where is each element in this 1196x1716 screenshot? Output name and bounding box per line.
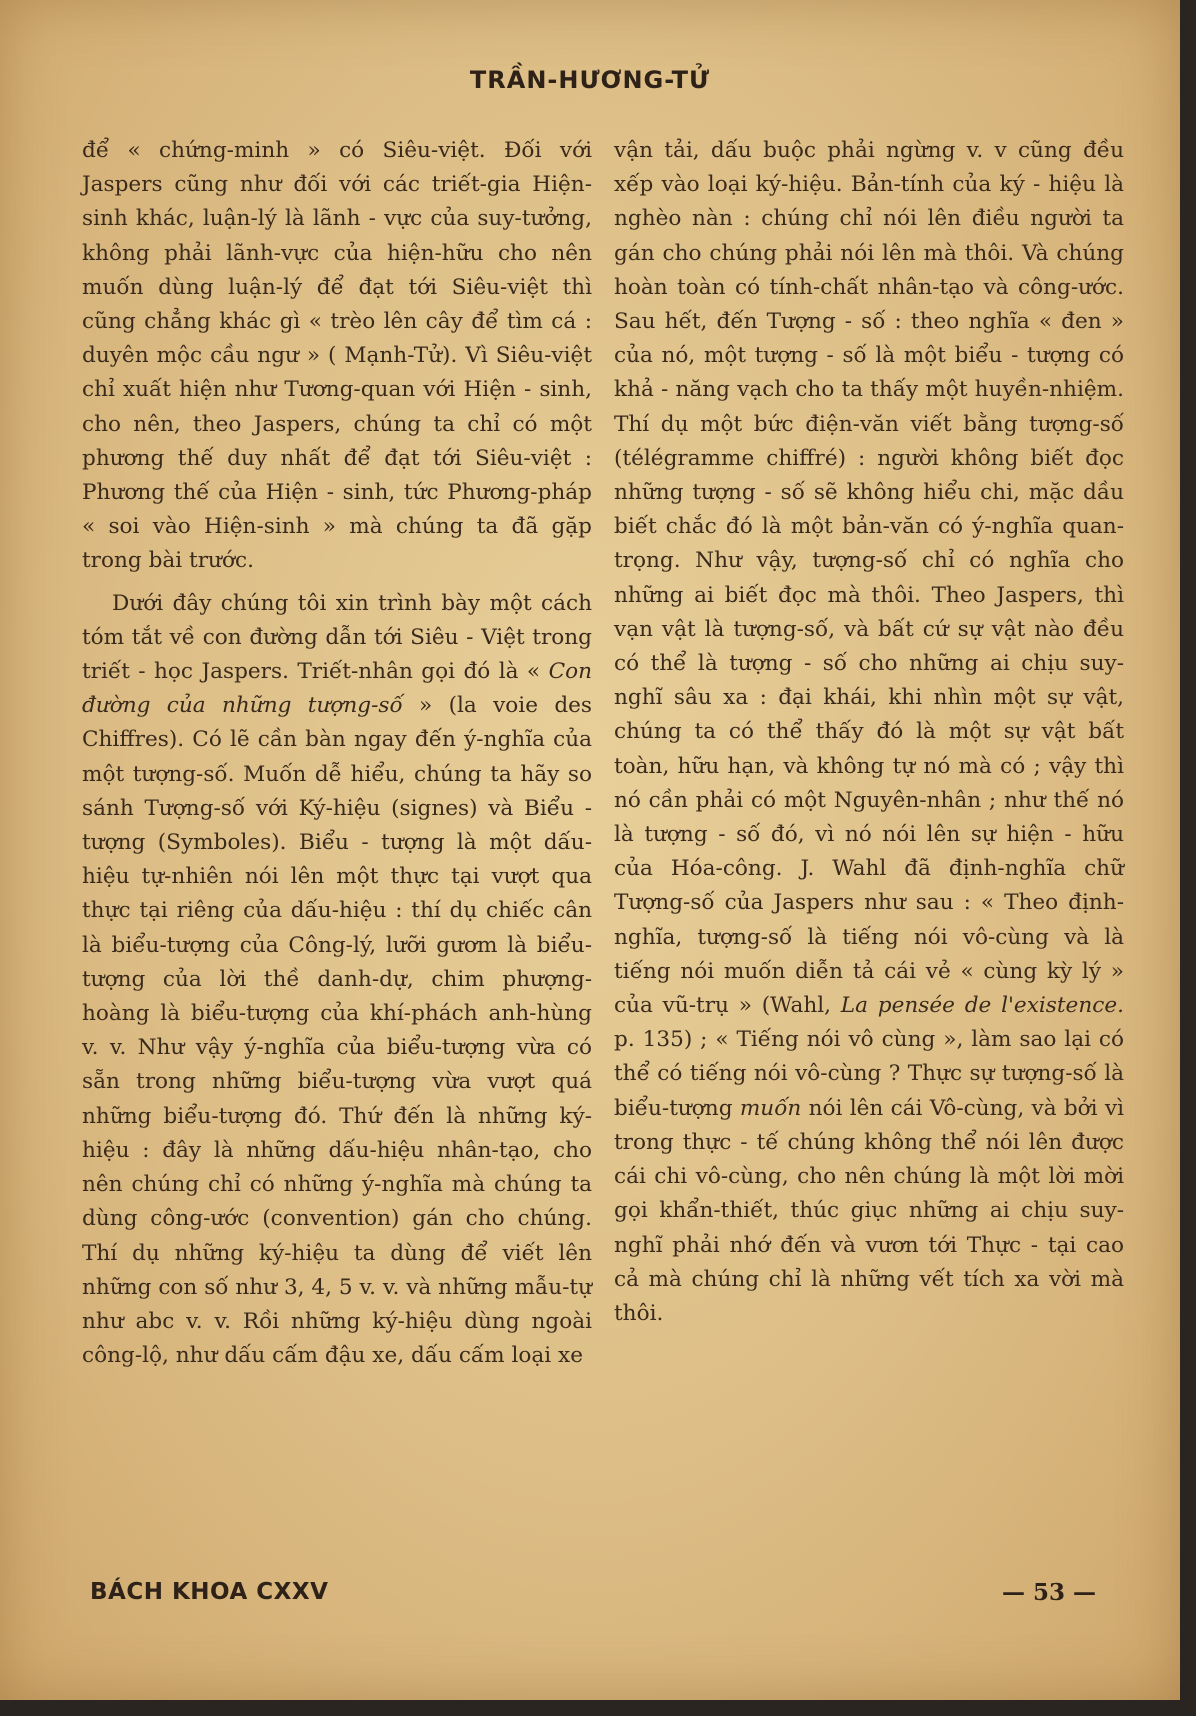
journal-footer: BÁCH KHOA CXXV <box>90 1579 329 1605</box>
italic-word-muon: muốn <box>739 1095 802 1121</box>
left-paragraph-2-rest: » (la voie des Chiffres). Có lẽ cần bàn ngay đến ý-nghĩa của một tượng-số. Muốn dễ hiểu, chúng ta hãy so sánh Tượng-số với Ký-hiệu (signes) và Biểu - tượng (Symboles). Biểu - tượng là một dấu-hiệu tự-nhiên nói lên một thực tại vượt qua thực tại riêng của dấu-hiệu : thí dụ chiếc cân là biểu-tượng của Công-lý, lưỡi gươm là biểu-tượng của lời thề danh-dự, chim phượng-hoàng là biểu-tượng của khí-phách anh-hùng v. v. Như vậy ý-nghĩa của biểu-tượng vừa có sẵn trong những biểu-tượng vừa vượt quá những biểu-tượng đó. Thứ đến là những ký-hiệu : đây là những dấu-hiệu nhân-tạo, cho nên chúng chỉ có những ý-nghĩa mà chúng ta dùng công-ước (convention) gán cho chúng. Thí dụ những ký-hiệu ta dùng để viết lên những con số như 3, 4, 5 v. v. và những mẫu-tự như abc v. v. Rồi những ký-hiệu dùng ngoài công-lộ, như dấu cấm đậu xe, dấu cấm loại xe <box>82 693 593 1369</box>
right-paragraph-1-end: nói lên cái Vô-cùng, và bởi vì trong thực - tế chúng không thể nói lên được cái chi vô-cùng, cho nên chúng là một lời mời gọi khẩn-thiết, thúc giục những ai chịu suy-nghĩ phải nhớ đến và vươn tới Thực - tại cao cả mà chúng chỉ là những vết tích xa vời mà thôi. <box>614 1095 1124 1326</box>
italic-book-title: La pensée de l'existence. <box>840 993 1124 1019</box>
right-column <box>614 134 1124 1331</box>
right-paragraph-1 <box>614 134 1124 1331</box>
left-paragraph-2 <box>82 587 592 1374</box>
left-paragraph-1: để « chứng-minh » có Siêu-việt. Đối với Jaspers cũng như đối với các triết-gia Hiện-sinh khác, luận-lý là lãnh - vực của suy-tưởng, không phải lãnh-vực của hiện-hữu cho nên muốn dùng luận-lý để đạt tới Siêu-việt thì cũng chẳng khác gì « trèo lên cây để tìm cá : duyên mộc cầu ngư » ( Mạnh-Tử). Vì Siêu-việt chỉ xuất hiện như Tương-quan với Hiện - sinh, cho nên, theo Jaspers, chúng ta chỉ có một phương thế duy nhất để đạt tới Siêu-việt : Phương thế của Hiện - sinh, tức Phương-pháp « soi vào Hiện-sinh » mà chúng ta đã gặp trong bài trước. <box>82 138 592 574</box>
left-paragraph-2-start: Dưới đây chúng tôi xin trình bày một cách tóm tắt về con đường dẫn tới Siêu - Việt trong triết - học Jaspers. Triết-nhân gọi đó là « <box>82 590 592 685</box>
italic-term-voie-des-chiffres: Con đường của những tượng-số <box>82 659 592 719</box>
right-paragraph-1-start: vận tải, dấu buộc phải ngừng v. v cũng đều xếp vào loại ký-hiệu. Bản-tính của ký - hiệu là nghèo nàn : chúng chỉ nói lên điều người ta gán cho chúng phải nói lên mà thôi. Và chúng hoàn toàn có tính-chất nhân-tạo và công-ước. Sau hết, đến Tượng - số : theo nghĩa « đen » của nó, một tượng - số là một biểu - tượng có khả - năng vạch cho ta thấy một huyền-nhiệm. Thí dụ một bức điện-văn viết bằng tượng-số (télégramme chiffré) : người không biết đọc những tượng - số sẽ không hiểu chi, mặc dầu biết chắc đó là một bản-văn có ý-nghĩa quan-trọng. Như vậy, tượng-số chỉ có nghĩa cho những ai biết đọc mà thôi. Theo Jaspers, thì vạn vật là tượng-số, và bất cứ sự vật nào đều có thể là tượng - số cho những ai chịu suy-nghĩ sâu xa : đại khái, khi nhìn một sự vật, chúng ta có thể thấy đó là một sự vật bất toàn, hữu hạn, và không tự nó mà có ; vậy thì nó cần phải có một Nguyên-nhân ; như thế nó là tượng - số đó, vì nó nói lên sự hiện - hữu của Hóa-công. J. Wahl đã định-nghĩa chữ Tượng-số của Jaspers như sau : « Theo định-nghĩa, tượng-số là tiếng nói vô-cùng và là tiếng nói muốn diễn tả cái vẻ « cùng kỳ lý » của vũ-trụ » (Wahl, <box>614 138 1124 1019</box>
running-header: TRẦN-HƯƠNG-TỬ <box>469 66 711 94</box>
left-column <box>82 134 592 1373</box>
right-paragraph-1-middle: p. 135) ; « Tiếng nói vô cùng », làm sao lại có thể có tiếng nói vô-cùng ? Thực sự tượng-số là biểu-tượng <box>614 1027 1124 1121</box>
page-number: — 53 — <box>1002 1579 1097 1606</box>
